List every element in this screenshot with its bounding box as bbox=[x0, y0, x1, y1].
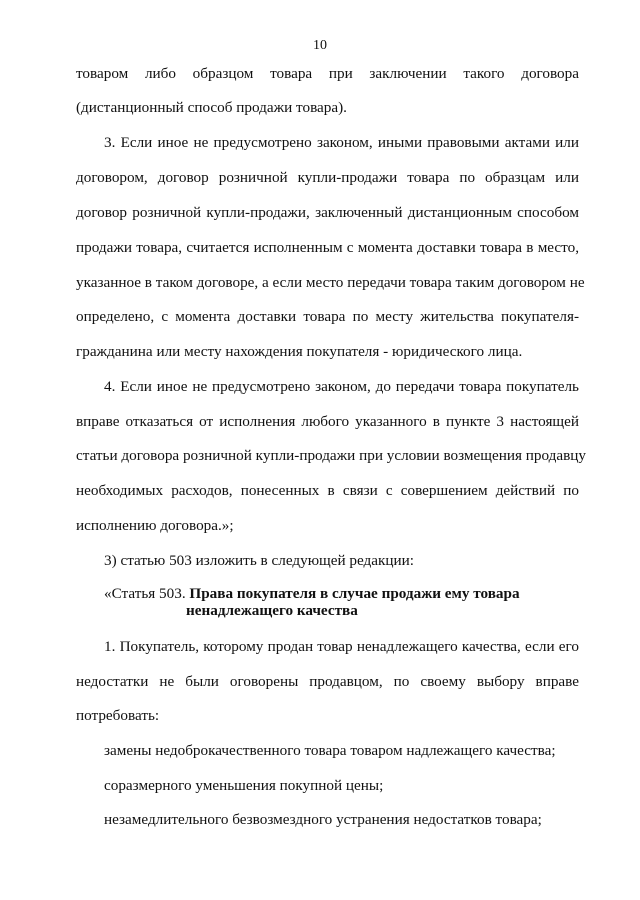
text-line: незамедлительного безвозмездного устранения недостатков товара; bbox=[104, 811, 542, 828]
page-number: 10 bbox=[313, 38, 327, 53]
text-line: договор розничной купли-продажи, заключенный дистанционным способом bbox=[76, 204, 579, 221]
text-line: товаром либо образцом товара при заключении такого договора bbox=[76, 65, 579, 82]
text-line: 3. Если иное не предусмотрено законом, иными правовыми актами или bbox=[104, 134, 579, 151]
article-heading-title: Права покупателя в случае продажи ему товара bbox=[189, 585, 520, 602]
article-heading-prefix: «Статья 503. bbox=[104, 585, 190, 602]
text-line: недостатки не были оговорены продавцом, по своему выбору вправе bbox=[76, 673, 579, 690]
text-line: необходимых расходов, понесенных в связи с совершением действий по bbox=[76, 482, 579, 499]
text-line: определено, с момента доставки товара по месту жительства покупателя- bbox=[76, 308, 579, 325]
text-line: гражданина или месту нахождения покупателя - юридического лица. bbox=[76, 343, 523, 360]
text-line: соразмерного уменьшения покупной цены; bbox=[104, 777, 384, 794]
text-line: статьи договора розничной купли-продажи при условии возмещения продавцу bbox=[76, 447, 586, 464]
text-line: (дистанционный способ продажи товара). bbox=[76, 99, 347, 116]
text-line: вправе отказаться от исполнения любого указанного в пункте 3 настоящей bbox=[76, 413, 579, 430]
text-line: указанное в таком договоре, а если место передачи товара таким договором не bbox=[76, 274, 585, 291]
text-line: 4. Если иное не предусмотрено законом, до передачи товара покупатель bbox=[104, 378, 579, 395]
text-line: замены недоброкачественного товара товаром надлежащего качества; bbox=[104, 742, 556, 759]
text-line: исполнению договора.»; bbox=[76, 517, 234, 534]
text-line: договором, договор розничной купли-продажи товара по образцам или bbox=[76, 169, 579, 186]
text-line: 3) статью 503 изложить в следующей редакции: bbox=[104, 552, 414, 569]
text-line: потребовать: bbox=[76, 707, 160, 724]
article-heading-title-cont: ненадлежащего качества bbox=[186, 602, 358, 619]
text-line: 1. Покупатель, которому продан товар ненадлежащего качества, если его bbox=[104, 638, 579, 655]
text-line: продажи товара, считается исполненным с момента доставки товара в место, bbox=[76, 239, 579, 256]
